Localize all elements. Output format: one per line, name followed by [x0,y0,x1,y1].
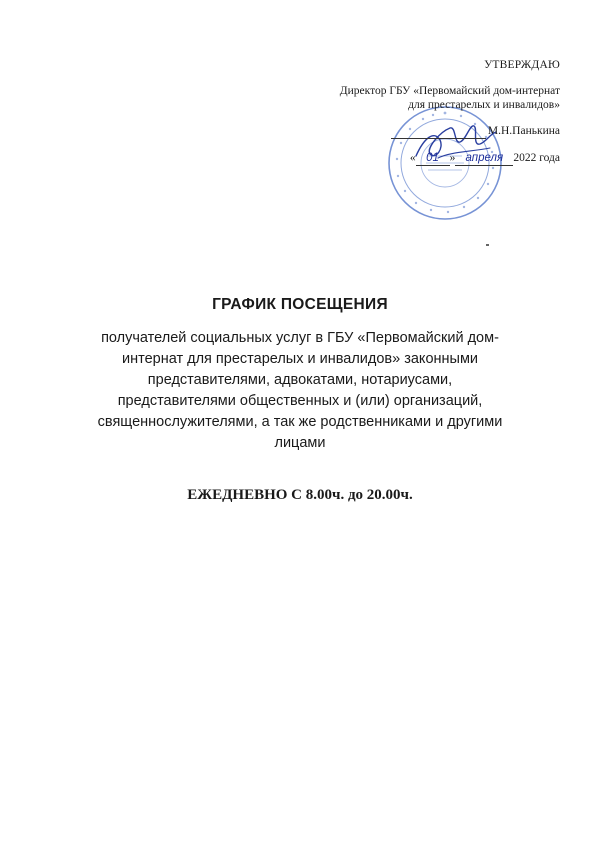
approval-heading: УТВЕРЖДАЮ [484,59,560,71]
document-body-text: получателей социальных услуг в ГБУ «Первомайский дом-интернат для престарелых и инвалидов» законными представителями, адвокатами, нотариусами, представителями общественных и (или) организаций, священнослужителями, а так же родственниками и другими лицами [97,330,503,451]
approval-block [290,58,560,166]
visiting-schedule: ЕЖЕДНЕВНО С 8.00ч. до 20.00ч. [187,487,413,503]
date-year: 2022 года [513,152,560,164]
date-close-quote: » [449,152,456,164]
date-month: апреля [455,151,513,166]
signature-line [290,124,560,139]
signatory-name: М.Н.Панькина [487,125,560,137]
director-position-line-1: Директор ГБУ «Первомайский дом-интернат [339,85,560,97]
date-day: 01 [416,151,450,166]
document-title: ГРАФИК ПОСЕЩЕНИЯ [212,296,388,313]
date-open-quote: « [409,152,416,164]
signature-blank [391,124,486,139]
approval-date [290,151,560,166]
director-position-line-2: для престарелых и инвалидов» [408,99,560,111]
scan-mark [486,244,489,246]
